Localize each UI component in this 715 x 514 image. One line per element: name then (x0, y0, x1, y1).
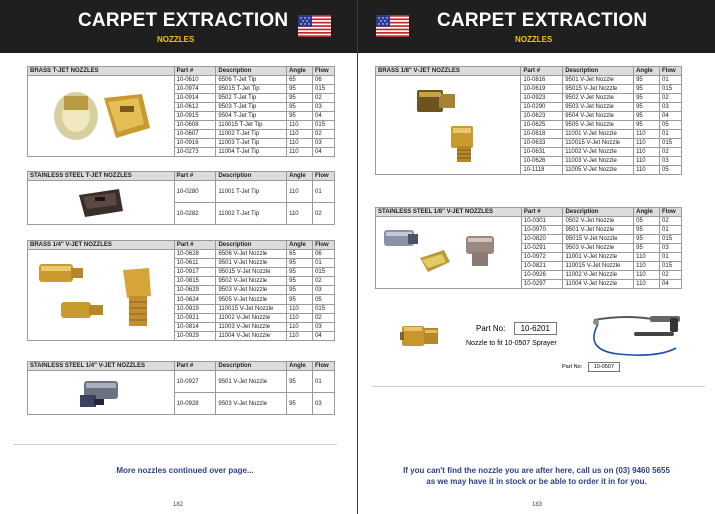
part-number-cell: 10-0974 (174, 85, 216, 94)
table-body (28, 371, 335, 415)
description-cell: 11002 V-Jet Nozzle (216, 313, 287, 322)
angle-cell: 110 (634, 253, 660, 262)
column-header: Angle (634, 208, 660, 217)
page-number: 182 (173, 502, 184, 508)
description-cell: 9505 V-Jet Nozzle (563, 121, 634, 130)
angle-cell: 95 (287, 371, 313, 393)
sprayer-part-value: 10-0507 (588, 362, 620, 372)
angle-cell: 95 (287, 393, 313, 415)
column-header: Description (563, 208, 634, 217)
part-number-value: 10-6201 (514, 322, 557, 335)
section-title: BRASS T-JET NOZZLES (28, 67, 175, 76)
description-cell: 110015 V-Jet Nozzle (563, 262, 634, 271)
page-header (0, 0, 357, 53)
description-cell: 6506 V-Jet Nozzle (216, 250, 287, 259)
description-cell: 9503 V-Jet Nozzle (216, 286, 287, 295)
divider (14, 444, 337, 445)
flow-cell: 05 (660, 121, 682, 130)
flow-cell: 02 (660, 148, 682, 157)
angle-cell: 110 (287, 121, 313, 130)
product-image (28, 76, 175, 157)
flow-cell: 06 (313, 76, 335, 85)
description-cell: 9503 V-Jet Nozzle (563, 103, 634, 112)
table-row (376, 76, 682, 85)
flow-cell: 04 (313, 331, 335, 340)
flow-cell: 04 (660, 280, 682, 289)
part-number-cell: 10-0972 (521, 253, 563, 262)
description-cell: 95015 T-Jet Tip (216, 85, 287, 94)
part-number-cell: 10-0608 (174, 121, 216, 130)
flow-cell: 015 (660, 235, 682, 244)
angle-cell: 110 (287, 331, 313, 340)
description-cell: 11002 T-Jet Tip (216, 130, 287, 139)
part-number-cell: 10-0814 (174, 322, 216, 331)
angle-cell: 110 (634, 262, 660, 271)
description-cell: 95015 V-Jet Nozzle (216, 268, 287, 277)
angle-cell: 95 (287, 94, 313, 103)
flow-cell: 05 (660, 166, 682, 175)
flow-cell: 01 (660, 130, 682, 139)
stainless-eighth-vjet-table (375, 207, 682, 289)
column-header: Angle (287, 67, 313, 76)
description-cell: 9501 V-Jet Nozzle (216, 371, 287, 393)
product-image (376, 76, 521, 175)
part-number-cell: 10-0927 (174, 371, 216, 393)
brass-quarter-vjet-table (27, 240, 335, 341)
flow-cell: 02 (313, 130, 335, 139)
table-row (376, 217, 682, 226)
flow-cell: 03 (660, 103, 682, 112)
part-number-cell: 10-0282 (174, 203, 216, 225)
description-cell: 9504 V-Jet Nozzle (563, 112, 634, 121)
flow-cell: 015 (660, 139, 682, 148)
angle-cell: 95 (287, 85, 313, 94)
section-title: BRASS 1/8" V-JET NOZZLES (376, 67, 521, 76)
flow-cell: 02 (660, 94, 682, 103)
table-row (28, 76, 335, 85)
divider (372, 386, 705, 387)
description-cell: 11002 T-Jet Tip (216, 203, 287, 225)
part-number-cell: 10-0929 (174, 331, 216, 340)
brass-tjet-table (27, 66, 335, 157)
flow-cell: 015 (660, 262, 682, 271)
part-number-cell: 10-0612 (174, 103, 216, 112)
page-header (358, 0, 715, 53)
description-cell: 9501 V-Jet Nozzle (216, 259, 287, 268)
part-number-cell: 10-0291 (521, 244, 563, 253)
description-cell: 0502 V-Jet Nozzle (563, 217, 634, 226)
flow-cell: 04 (660, 112, 682, 121)
brass-nozzle-image (398, 318, 444, 354)
column-header: Description (216, 241, 287, 250)
column-header: Flow (313, 241, 335, 250)
part-number-cell: 10-0919 (174, 304, 216, 313)
description-cell: 11004 T-Jet Tip (216, 148, 287, 157)
angle-cell: 95 (634, 121, 660, 130)
flow-cell: 01 (313, 259, 335, 268)
part-number-cell: 10-0619 (521, 85, 563, 94)
angle-cell: 95 (287, 286, 313, 295)
page-subtitle: NOZZLES (157, 35, 195, 44)
description-cell: 9503 V-Jet Nozzle (563, 244, 634, 253)
part-number-cell: 10-0816 (521, 76, 563, 85)
contact-note-line-1: If you can't find the nozzle you are after here, call us on (03) 9460 5655 (403, 466, 670, 475)
flow-cell: 04 (313, 148, 335, 157)
angle-cell: 05 (634, 217, 660, 226)
angle-cell: 110 (287, 139, 313, 148)
table-body (28, 250, 335, 341)
description-cell: 9502 T-Jet Tip (216, 94, 287, 103)
flow-cell: 03 (313, 139, 335, 148)
part-number-cell: 10-0915 (174, 112, 216, 121)
part-number-cell: 10-0607 (174, 130, 216, 139)
description-cell: 11001 V-Jet Nozzle (563, 130, 634, 139)
description-cell: 110015 T-Jet Tip (216, 121, 287, 130)
part-number-cell: 10-0623 (521, 112, 563, 121)
column-header: Flow (313, 172, 335, 181)
angle-cell: 110 (634, 166, 660, 175)
column-header: Part # (174, 241, 216, 250)
column-header: Part # (174, 67, 216, 76)
angle-cell: 110 (634, 130, 660, 139)
description-cell: 11001 V-Jet Nozzle (563, 253, 634, 262)
sprayer-image (588, 310, 688, 362)
flow-cell: 01 (660, 76, 682, 85)
sprayer-part-label: Part No: (562, 364, 583, 370)
angle-cell: 110 (287, 313, 313, 322)
angle-cell: 95 (287, 295, 313, 304)
part-number-cell: 10-0914 (174, 94, 216, 103)
flow-cell: 01 (313, 181, 335, 203)
description-cell: 11003 V-Jet Nozzle (216, 322, 287, 331)
sprayer-part-row (562, 362, 620, 372)
page-title: CARPET EXTRACTION (437, 10, 648, 31)
brass-eighth-vjet-table (375, 66, 682, 175)
flow-cell: 03 (313, 103, 335, 112)
contact-note-line-2: as we may have it in stock or be able to order it in for you. (426, 477, 647, 486)
angle-cell: 95 (634, 244, 660, 253)
column-header: Description (216, 362, 287, 371)
angle-cell: 95 (287, 103, 313, 112)
table-body (28, 181, 335, 225)
table-body (376, 76, 682, 175)
description-cell: 11004 V-Jet Nozzle (563, 280, 634, 289)
angle-cell: 110 (634, 280, 660, 289)
description-cell: 9502 V-Jet Nozzle (563, 94, 634, 103)
part-number-cell: 10-0821 (521, 262, 563, 271)
part-number-cell: 10-0301 (521, 217, 563, 226)
flow-cell: 03 (313, 286, 335, 295)
flow-cell: 03 (313, 322, 335, 331)
product-image (28, 250, 175, 341)
angle-cell: 110 (287, 304, 313, 313)
flow-cell: 01 (313, 371, 335, 393)
us-flag-icon (298, 15, 331, 37)
flow-cell: 01 (660, 226, 682, 235)
angle-cell: 95 (634, 76, 660, 85)
column-header: Flow (313, 362, 335, 371)
flow-cell: 02 (313, 94, 335, 103)
description-cell: 110015 V-Jet Nozzle (216, 304, 287, 313)
page-number: 183 (532, 502, 543, 508)
part-number-cell: 10-0624 (174, 295, 216, 304)
flow-cell: 02 (313, 203, 335, 225)
column-header: Angle (287, 241, 313, 250)
angle-cell: 95 (634, 112, 660, 121)
angle-cell: 110 (634, 271, 660, 280)
nozzle-caption: Nozzle to fit 10-0507 Sprayer (466, 340, 557, 347)
column-header: Description (216, 172, 287, 181)
angle-cell: 65 (287, 250, 313, 259)
angle-cell: 95 (634, 94, 660, 103)
part-number-cell: 10-0820 (521, 235, 563, 244)
part-number-cell: 10-0926 (521, 271, 563, 280)
part-number-row (476, 322, 557, 335)
flow-cell: 03 (660, 244, 682, 253)
description-cell: 11002 V-Jet Nozzle (563, 271, 634, 280)
section-title: BRASS 1/4" V-JET NOZZLES (28, 241, 175, 250)
part-number-cell: 10-0610 (174, 76, 216, 85)
flow-cell: 015 (313, 121, 335, 130)
flow-cell: 02 (313, 277, 335, 286)
angle-cell: 95 (287, 268, 313, 277)
catalog-page-left (0, 0, 357, 514)
part-number-cell: 10-0631 (521, 148, 563, 157)
column-header: Part # (174, 362, 216, 371)
part-number-cell: 10-0923 (521, 94, 563, 103)
table-row (28, 181, 335, 203)
stainless-quarter-vjet-table (27, 361, 335, 415)
product-image (28, 181, 175, 225)
part-number-cell: 10-0629 (174, 286, 216, 295)
flow-cell: 015 (660, 85, 682, 94)
flow-cell: 06 (313, 250, 335, 259)
part-number-cell: 10-0280 (174, 181, 216, 203)
flow-cell: 05 (313, 295, 335, 304)
angle-cell: 95 (287, 277, 313, 286)
part-number-cell: 10-0928 (174, 393, 216, 415)
description-cell: 9503 V-Jet Nozzle (216, 393, 287, 415)
flow-cell: 02 (660, 271, 682, 280)
product-image (28, 371, 175, 415)
column-header: Flow (313, 67, 335, 76)
flow-cell: 015 (313, 268, 335, 277)
angle-cell: 95 (287, 259, 313, 268)
part-number-cell: 10-0611 (174, 259, 216, 268)
flow-cell: 02 (313, 313, 335, 322)
description-cell: 9501 V-Jet Nozzle (563, 76, 634, 85)
angle-cell: 95 (634, 85, 660, 94)
angle-cell: 110 (634, 157, 660, 166)
page-subtitle: NOZZLES (515, 35, 553, 44)
column-header: Angle (287, 362, 313, 371)
angle-cell: 95 (634, 235, 660, 244)
continued-note: More nozzles continued over page... (116, 466, 254, 475)
angle-cell: 110 (287, 203, 313, 225)
section-title: STAINLESS STEEL T-JET NOZZLES (28, 172, 175, 181)
angle-cell: 95 (287, 112, 313, 121)
flow-cell: 01 (660, 253, 682, 262)
part-number-cell: 10-0628 (174, 250, 216, 259)
angle-cell: 110 (634, 139, 660, 148)
part-number-cell: 10-0921 (174, 313, 216, 322)
description-cell: 110015 V-Jet Nozzle (563, 139, 634, 148)
angle-cell: 95 (634, 103, 660, 112)
description-cell: 11002 V-Jet Nozzle (563, 148, 634, 157)
part-number-cell: 10-0290 (521, 103, 563, 112)
section-title: STAINLESS STEEL 1/4" V-JET NOZZLES (28, 362, 175, 371)
part-number-cell: 10-0297 (521, 280, 563, 289)
description-cell: 11005 V-Jet Nozzle (563, 166, 634, 175)
product-image (376, 217, 522, 289)
angle-cell: 95 (634, 226, 660, 235)
table-body (28, 76, 335, 157)
angle-cell: 110 (634, 148, 660, 157)
description-cell: 9501 V-Jet Nozzle (563, 226, 634, 235)
description-cell: 11003 T-Jet Tip (216, 139, 287, 148)
flow-cell: 015 (313, 304, 335, 313)
column-header: Angle (287, 172, 313, 181)
column-header: Angle (634, 67, 660, 76)
description-cell: 11004 V-Jet Nozzle (216, 331, 287, 340)
table-row (28, 250, 335, 259)
part-number-cell: 10-0273 (174, 148, 216, 157)
column-header: Description (563, 67, 634, 76)
flow-cell: 03 (313, 393, 335, 415)
catalog-page-right (358, 0, 715, 514)
column-header: Part # (521, 208, 563, 217)
part-number-cell: 10-0970 (521, 226, 563, 235)
flow-cell: 015 (313, 85, 335, 94)
angle-cell: 65 (287, 76, 313, 85)
part-number-label: Part No: (476, 324, 506, 333)
angle-cell: 110 (287, 181, 313, 203)
page-title: CARPET EXTRACTION (78, 10, 289, 31)
angle-cell: 110 (287, 322, 313, 331)
part-number-cell: 10-0625 (521, 121, 563, 130)
flow-cell: 03 (660, 157, 682, 166)
column-header: Flow (660, 67, 682, 76)
part-number-cell: 10-0818 (521, 130, 563, 139)
description-cell: 9503 T-Jet Tip (216, 103, 287, 112)
part-number-cell: 10-0633 (521, 139, 563, 148)
stainless-tjet-table (27, 171, 335, 225)
flow-cell: 02 (660, 217, 682, 226)
description-cell: 9504 T-Jet Tip (216, 112, 287, 121)
part-number-cell: 10-0916 (174, 139, 216, 148)
column-header: Part # (174, 172, 216, 181)
section-title: STAINLESS STEEL 1/8" V-JET NOZZLES (376, 208, 522, 217)
flow-cell: 04 (313, 112, 335, 121)
angle-cell: 110 (287, 130, 313, 139)
part-number-cell: 10-0815 (174, 277, 216, 286)
column-header: Flow (660, 208, 682, 217)
part-number-cell: 10-1118 (521, 166, 563, 175)
description-cell: 9505 V-Jet Nozzle (216, 295, 287, 304)
description-cell: 95015 V-Jet Nozzle (563, 235, 634, 244)
table-row (28, 371, 335, 393)
us-flag-icon (376, 15, 409, 37)
description-cell: 11003 V-Jet Nozzle (563, 157, 634, 166)
part-number-cell: 10-0917 (174, 268, 216, 277)
angle-cell: 110 (287, 148, 313, 157)
table-body (376, 217, 682, 289)
description-cell: 6506 T-Jet Tip (216, 76, 287, 85)
column-header: Part # (521, 67, 563, 76)
part-number-cell: 10-0626 (521, 157, 563, 166)
description-cell: 11001 T-Jet Tip (216, 181, 287, 203)
description-cell: 95015 V-Jet Nozzle (563, 85, 634, 94)
column-header: Description (216, 67, 287, 76)
description-cell: 9502 V-Jet Nozzle (216, 277, 287, 286)
